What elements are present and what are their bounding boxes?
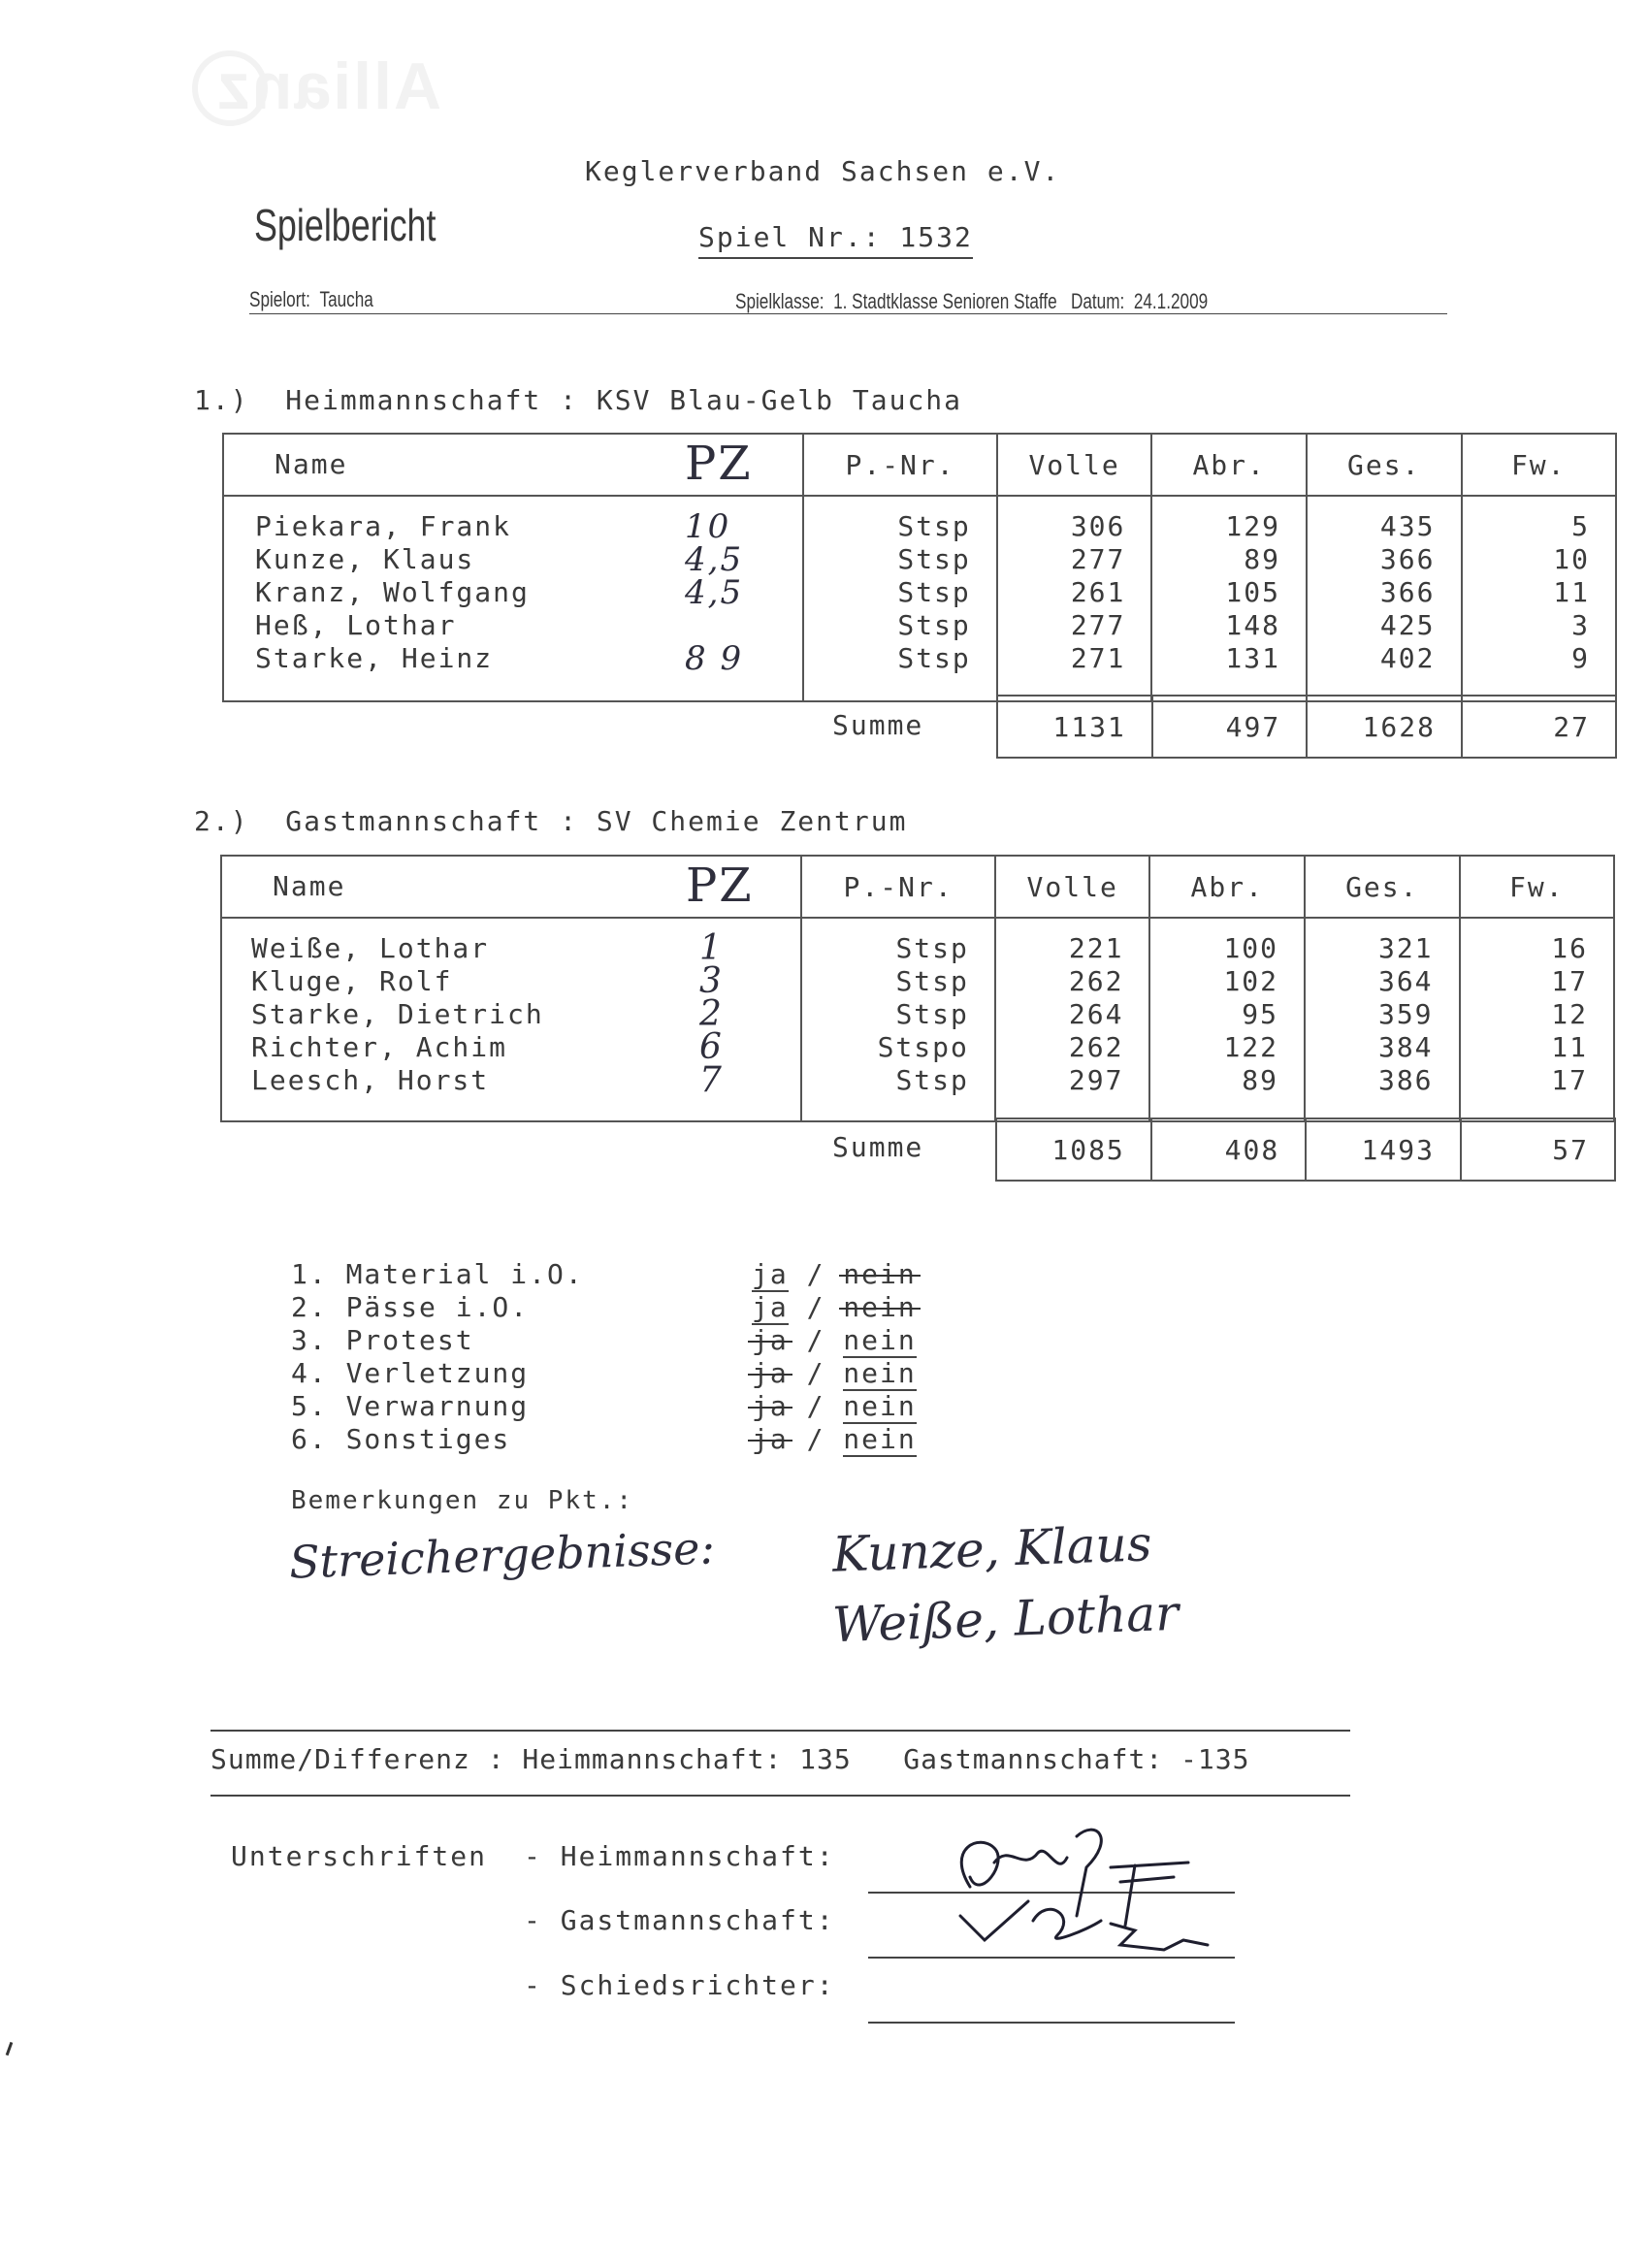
col-pnr-header: P.-Nr. xyxy=(803,434,996,496)
guest-team-title: 2.) Gastmannschaft : SV Chemie Zentrum xyxy=(194,805,908,837)
col-pnr-header: P.-Nr. xyxy=(801,856,995,918)
venue-value: Taucha xyxy=(319,287,373,311)
home-sum-table xyxy=(996,695,1617,759)
answer-row: ja / nein xyxy=(752,1324,917,1356)
pz-value: 2 xyxy=(699,994,724,1034)
home-sum-abr: 497 xyxy=(1152,696,1307,758)
list-item: 4. Verletzung xyxy=(291,1357,530,1389)
signatures-label: Unterschriften xyxy=(231,1840,488,1872)
table-row-name: Piekara, Frank xyxy=(255,510,512,542)
class-label: Spielklasse: xyxy=(735,289,824,313)
summary-bottom-rule xyxy=(210,1795,1350,1797)
header-divider xyxy=(249,313,1447,314)
list-item: 1. Material i.O. xyxy=(291,1258,584,1290)
pz-value: 3 xyxy=(699,961,724,1001)
col-fw-header: Fw. xyxy=(1460,856,1614,918)
col-ges-header: Ges. xyxy=(1307,434,1462,496)
home-signature-label: - Heimmannschaft: xyxy=(524,1840,835,1872)
pz-value: 7 xyxy=(699,1060,724,1100)
pz-value xyxy=(685,609,743,642)
guest-sum-volle: 1085 xyxy=(996,1118,1151,1181)
col-ges-header: Ges. xyxy=(1305,856,1460,918)
answer-row: ja / nein xyxy=(752,1291,917,1323)
pz-value: 8 9 xyxy=(685,639,744,678)
list-item: 3. Protest xyxy=(291,1324,474,1356)
col-pz-header: PZ xyxy=(685,437,753,491)
volle-column: 306 277 261 277 271 xyxy=(997,496,1152,701)
answer-row: ja / nein xyxy=(752,1357,917,1389)
remarks-label: Bemerkungen zu Pkt.: xyxy=(291,1486,634,1515)
col-name-header: Name PZ xyxy=(221,856,801,918)
table-row-name: Kunze, Klaus xyxy=(255,543,475,575)
guest-sum-ges: 1493 xyxy=(1306,1118,1461,1181)
class-row xyxy=(735,289,1208,314)
checklist-answers xyxy=(752,1258,917,1456)
guest-sum-abr: 408 xyxy=(1151,1118,1306,1181)
date-value: 24.1.2009 xyxy=(1133,289,1209,313)
handwritten-remarks-label: Streichergebnisse: xyxy=(288,1521,716,1589)
name-column xyxy=(221,918,801,1121)
col-name-header: Name PZ xyxy=(223,434,803,496)
col-volle-header: Volle xyxy=(997,434,1152,496)
table-row-name: Weiße, Lothar xyxy=(251,932,490,964)
list-item: 2. Pässe i.O. xyxy=(291,1291,530,1323)
guest-team-table xyxy=(220,855,1615,1122)
pz-value: 4,5 xyxy=(685,540,744,579)
guest-sum-label: Summe xyxy=(832,1131,924,1163)
referee-signature-line xyxy=(868,2022,1235,2024)
table-row-name: Kluge, Rolf xyxy=(251,965,453,997)
date-label: Datum: xyxy=(1070,289,1125,313)
col-volle-header: Volle xyxy=(995,856,1150,918)
volle-column: 221 262 264 262 297 xyxy=(995,918,1150,1121)
abr-column: 100 102 95 122 89 xyxy=(1149,918,1305,1121)
pz-value: 10 xyxy=(685,507,731,546)
pz-value: 6 xyxy=(699,1027,724,1067)
fw-column: 16 17 12 11 17 xyxy=(1460,918,1614,1121)
table-row-name: Kranz, Wolfgang xyxy=(255,576,530,608)
guest-signature-label: - Gastmannschaft: xyxy=(524,1904,835,1936)
list-item: 6. Sonstiges xyxy=(291,1423,511,1455)
table-row-name: Heß, Lothar xyxy=(255,609,457,641)
home-sum-volle: 1131 xyxy=(997,696,1152,758)
table-row-name: Richter, Achim xyxy=(251,1031,508,1063)
guest-sum-fw: 57 xyxy=(1461,1118,1615,1181)
referee-signature-label: - Schiedsrichter: xyxy=(524,1969,835,2001)
guest-sum-table xyxy=(995,1118,1616,1182)
scan-mark xyxy=(6,2042,14,2056)
table-row-name: Starke, Heinz xyxy=(255,642,494,674)
table-row-name: Starke, Dietrich xyxy=(251,998,544,1030)
home-team-title: 1.) Heimmannschaft : KSV Blau-Gelb Taucha xyxy=(194,384,963,416)
home-sum-label: Summe xyxy=(832,709,924,741)
name-column xyxy=(223,496,803,701)
organization-name: Keglerverband Sachsen e.V. xyxy=(585,155,1061,187)
ges-column: 435 366 366 425 402 xyxy=(1307,496,1462,701)
handwritten-signatures xyxy=(941,1809,1251,1974)
home-team-table xyxy=(222,433,1617,702)
fw-column: 5 10 11 3 9 xyxy=(1462,496,1617,701)
answer-row: ja / nein xyxy=(752,1423,917,1455)
col-abr-header: Abr. xyxy=(1149,856,1305,918)
pnr-column: Stsp Stsp Stsp Stsp Stsp xyxy=(803,496,996,701)
table-row-name: Leesch, Horst xyxy=(251,1064,490,1096)
game-number: Spiel Nr.: 1532 xyxy=(698,221,973,259)
logo-watermark: Allianz xyxy=(214,49,441,123)
handwritten-remark-name: Weiße, Lothar xyxy=(831,1584,1180,1654)
class-value: 1. Stadtklasse Senioren Staffe xyxy=(833,289,1057,313)
pz-value: 1 xyxy=(699,928,724,968)
ges-column: 321 364 359 384 386 xyxy=(1305,918,1460,1121)
col-abr-header: Abr. xyxy=(1151,434,1307,496)
abr-column: 129 89 105 148 131 xyxy=(1151,496,1307,701)
venue-label: Spielort: xyxy=(249,287,310,311)
pnr-column: Stsp Stsp Stsp Stspo Stsp xyxy=(801,918,995,1121)
venue-row xyxy=(249,287,373,312)
home-sum-fw: 27 xyxy=(1462,696,1616,758)
home-sum-ges: 1628 xyxy=(1307,696,1462,758)
answer-row: ja / nein xyxy=(752,1390,917,1422)
document-title: Spielbericht xyxy=(254,200,436,250)
list-item: 5. Verwarnung xyxy=(291,1390,530,1422)
handwritten-remark-name: Kunze, Klaus xyxy=(831,1515,1153,1583)
checklist xyxy=(291,1258,584,1456)
summary-top-rule xyxy=(210,1730,1350,1732)
pz-value: 4,5 xyxy=(685,573,744,612)
answer-row: ja / nein xyxy=(752,1258,917,1290)
col-fw-header: Fw. xyxy=(1462,434,1617,496)
col-pz-header: PZ xyxy=(686,859,754,913)
summary-line: Summe/Differenz : Heimmannschaft: 135 Gastmannschaft: -135 xyxy=(210,1743,1250,1775)
